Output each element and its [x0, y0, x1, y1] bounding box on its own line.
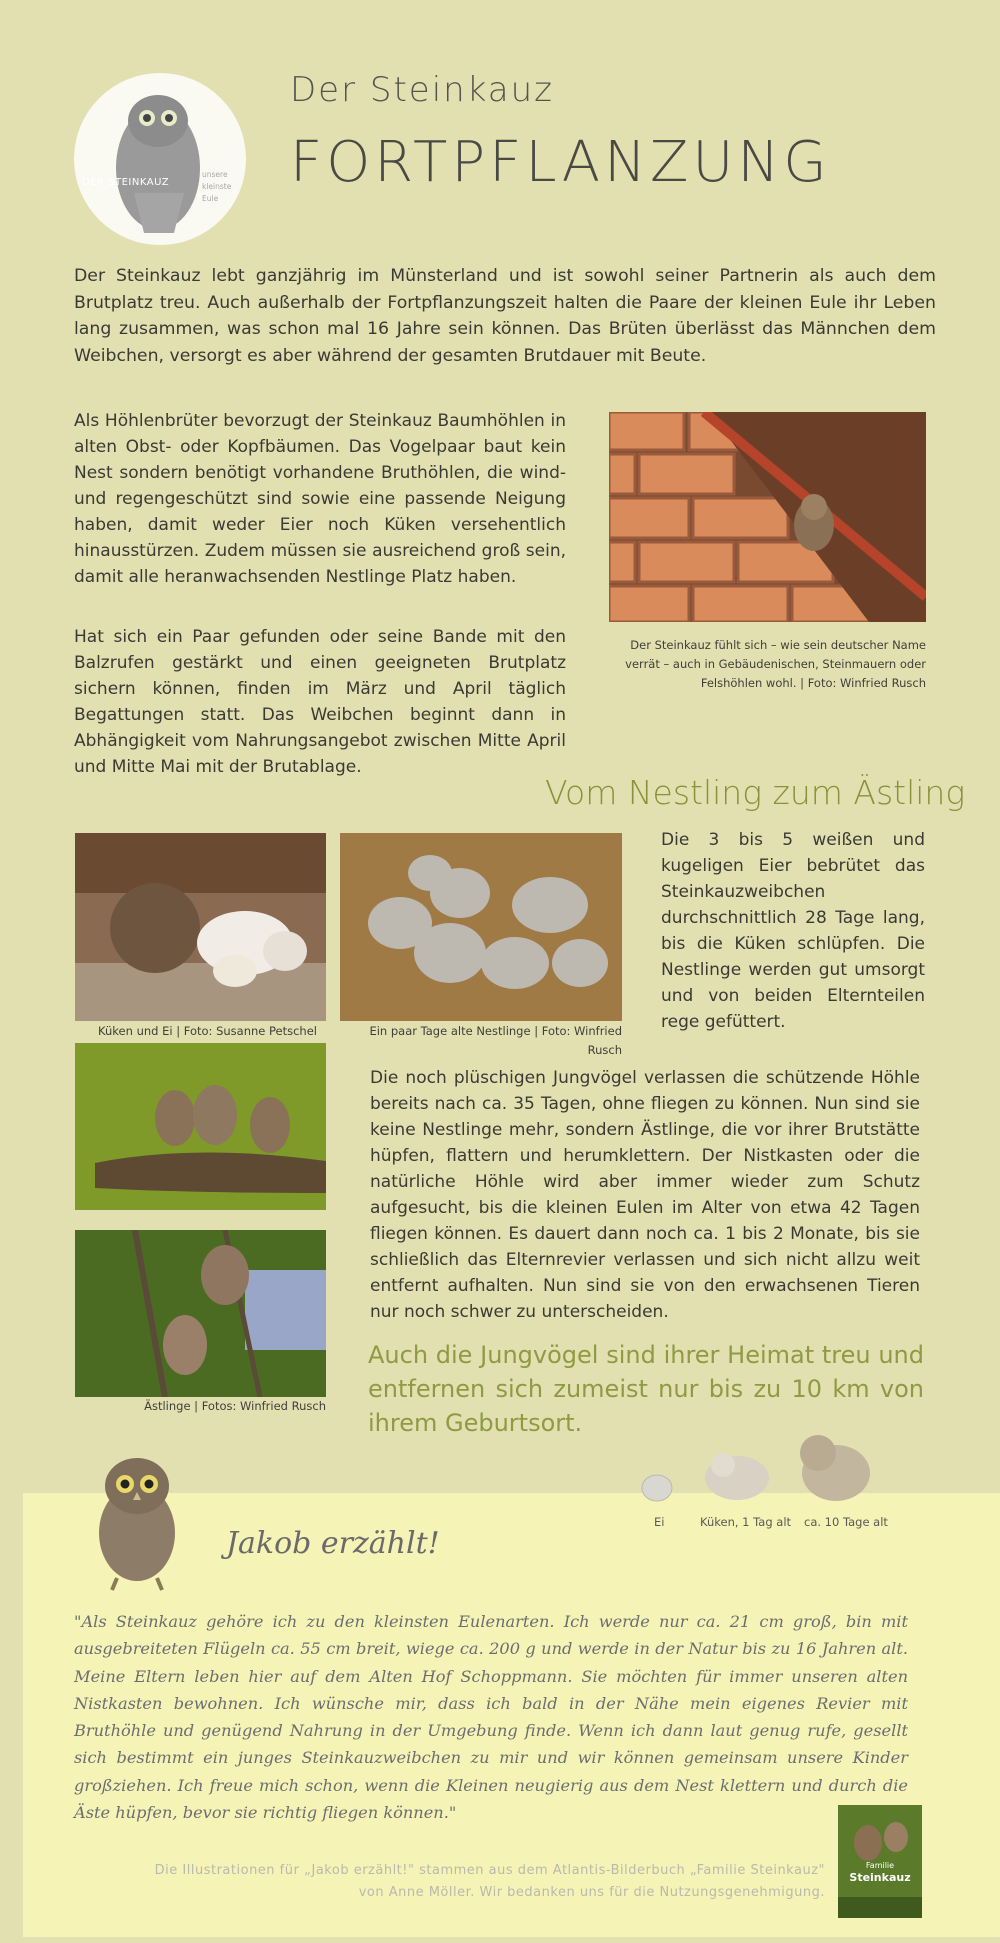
caption-fledglings: Ästlinge | Fotos: Winfried Rusch	[144, 1399, 326, 1413]
caption-wall: Der Steinkauz fühlt sich – wie sein deutscher Name verrät – auch in Gebäudenischen, Steinmauern oder Felshöhlen wohl. | Foto: Winfried Rusch	[625, 638, 926, 690]
photo-fledglings-branch	[75, 1043, 326, 1210]
book-cover	[838, 1805, 922, 1918]
photo-fledglings-tree	[75, 1230, 326, 1397]
chick-10days-icon	[788, 1425, 878, 1505]
egg-icon	[640, 1470, 674, 1504]
paragraph-fledglings: Die noch plüschigen Jungvögel verlassen die schützende Höhle bereits nach ca. 35 Tagen, ohne fliegen zu können. Nun sind sie keine Nestlinge mehr, sondern Ästlinge, die vor ihrer Brutstätte hüpfen, flattern und herumklettern. Der Nistkasten oder die natürliche Höhle wird aber immer wieder zum Schutz aufgesucht, bis die kleinen Eulen im Alter von etwa 42 Tagen fliegen können. Es dauert dann noch ca. 1 bis 2 Monate, bis sie schließlich das Elternrevier verlassen und sich nicht allzu weit entfernt aufhalten. Nun sind sie von den erwachsenen Tieren nur noch schwer zu unterscheiden.	[370, 1068, 920, 1322]
caption-chick-egg: Küken und Ei | Foto: Susanne Petschel	[98, 1024, 317, 1038]
stage-label-10days: ca. 10 Tage alt	[804, 1515, 888, 1529]
owl-icon	[82, 1448, 192, 1593]
stage-label-egg: Ei	[654, 1515, 665, 1529]
illustration-credit: Die Illustrationen für „Jakob erzählt!" stammen aus dem Atlantis-Bilderbuch „Familie Steinkauz" von Anne Möller. Wir bedanken uns für die Nutzungsgenehmigung.	[154, 1863, 825, 1900]
photo-chick-egg	[75, 833, 326, 1021]
photo-nestlings	[340, 833, 622, 1021]
logo-subtitle: unsere kleinste Eule	[202, 170, 232, 203]
jakob-story: "Als Steinkauz gehöre ich zu den kleinsten Eulenarten. Ich werde nur ca. 21 cm groß, bin mit ausgebreiteten Flügeln ca. 55 cm breit, wiege ca. 200 g und werde in der Natur bis zu 16 Jahren alt. Meine Eltern leben hier auf dem Alten Hof Schoppmann. Sie möchten für immer unseren alten Nistkasten bewohnen. Ich wünsche mir, dass ich bald in der Nähe mein eigenes Revier mit Bruthöhle und genügend Nahrung in der Umgebung finde. Wenn ich dann laut genug rufe, gesellt sich bestimmt ein junges Steinkauzweibchen zu mir und wir können gemeinsam unsere Kinder großziehen. Ich freue mich schon, wenn die Kleinen neugierig aus dem Nest klettern und durch die Äste hüpfen, bevor sie richtig fliegen können."	[74, 1612, 908, 1823]
paragraph-cavity-nester: Als Höhlenbrüter bevorzugt der Steinkauz Baumhöhlen in alten Obst- oder Kopfbäumen. Das Vogelpaar baut kein Nest sondern benötigt vorhandene Bruthöhlen, die wind- und regengeschützt sind sowie eine passende Neigung haben, damit weder Eier noch Küken versehentlich hinausstürzen. Zudem müssen sie ausreichend groß sein, damit alle heranwachsenden Nestlinge Platz haben.	[74, 411, 566, 587]
section-heading: Vom Nestling zum Ästling	[545, 773, 966, 812]
intro-paragraph: Der Steinkauz lebt ganzjährig im Münsterland und ist sowohl seiner Partnerin als auch dem Brutplatz treu. Auch außerhalb der Fortpflanzungszeit halten die Paare der kleinen Eule ihr Leben lang zusammen, was schon mal 16 Jahre sein können. Das Brüten überlässt das Männchen dem Weibchen, versorgt es aber während der gesamten Brutdauer mit Beute.	[74, 266, 936, 366]
paragraph-eggs: Die 3 bis 5 weißen und kugeligen Eier bebrütet das Steinkauzweibchen durchschnittlich 28 Tage lang, bis die Küken schlüpfen. Die Nestlinge werden gut umsorgt und von beiden Elternteilen rege gefüttert.	[661, 830, 925, 1032]
caption-nestlings: Ein paar Tage alte Nestlinge | Foto: Winfried Rusch	[369, 1024, 622, 1057]
logo	[74, 73, 246, 245]
jakob-owl-illustration	[82, 1448, 192, 1593]
jakob-title: Jakob erzählt!	[226, 1526, 440, 1561]
stage-label-chick: Küken, 1 Tag alt	[700, 1515, 792, 1529]
book-title-line1: Familie	[865, 1861, 895, 1870]
photo-owl-brick-wall	[609, 412, 926, 622]
series-title: Der Steinkauz	[290, 70, 555, 110]
page-title: FORTPFLANZUNG	[290, 130, 831, 195]
logo-text: DER STEINKAUZ	[82, 177, 170, 188]
paragraph-mating: Hat sich ein Paar gefunden oder seine Bande mit den Balzrufen gestärkt und einen geeigneten Brutplatz sichern können, finden im März und April täglich Begattungen statt. Das Weibchen beginnt dann in Abhängigkeit vom Nahrungsangebot zwischen Mitte April und Mitte Mai mit der Brutablage.	[74, 627, 566, 777]
highlight-text: Auch die Jungvögel sind ihrer Heimat treu und entfernen sich zumeist nur bis zu 10 km von ihrem Geburtsort.	[368, 1341, 924, 1437]
chick-1day-icon	[697, 1445, 777, 1505]
book-title-line2: Steinkauz	[849, 1871, 911, 1884]
owl-logo-icon	[74, 73, 246, 245]
